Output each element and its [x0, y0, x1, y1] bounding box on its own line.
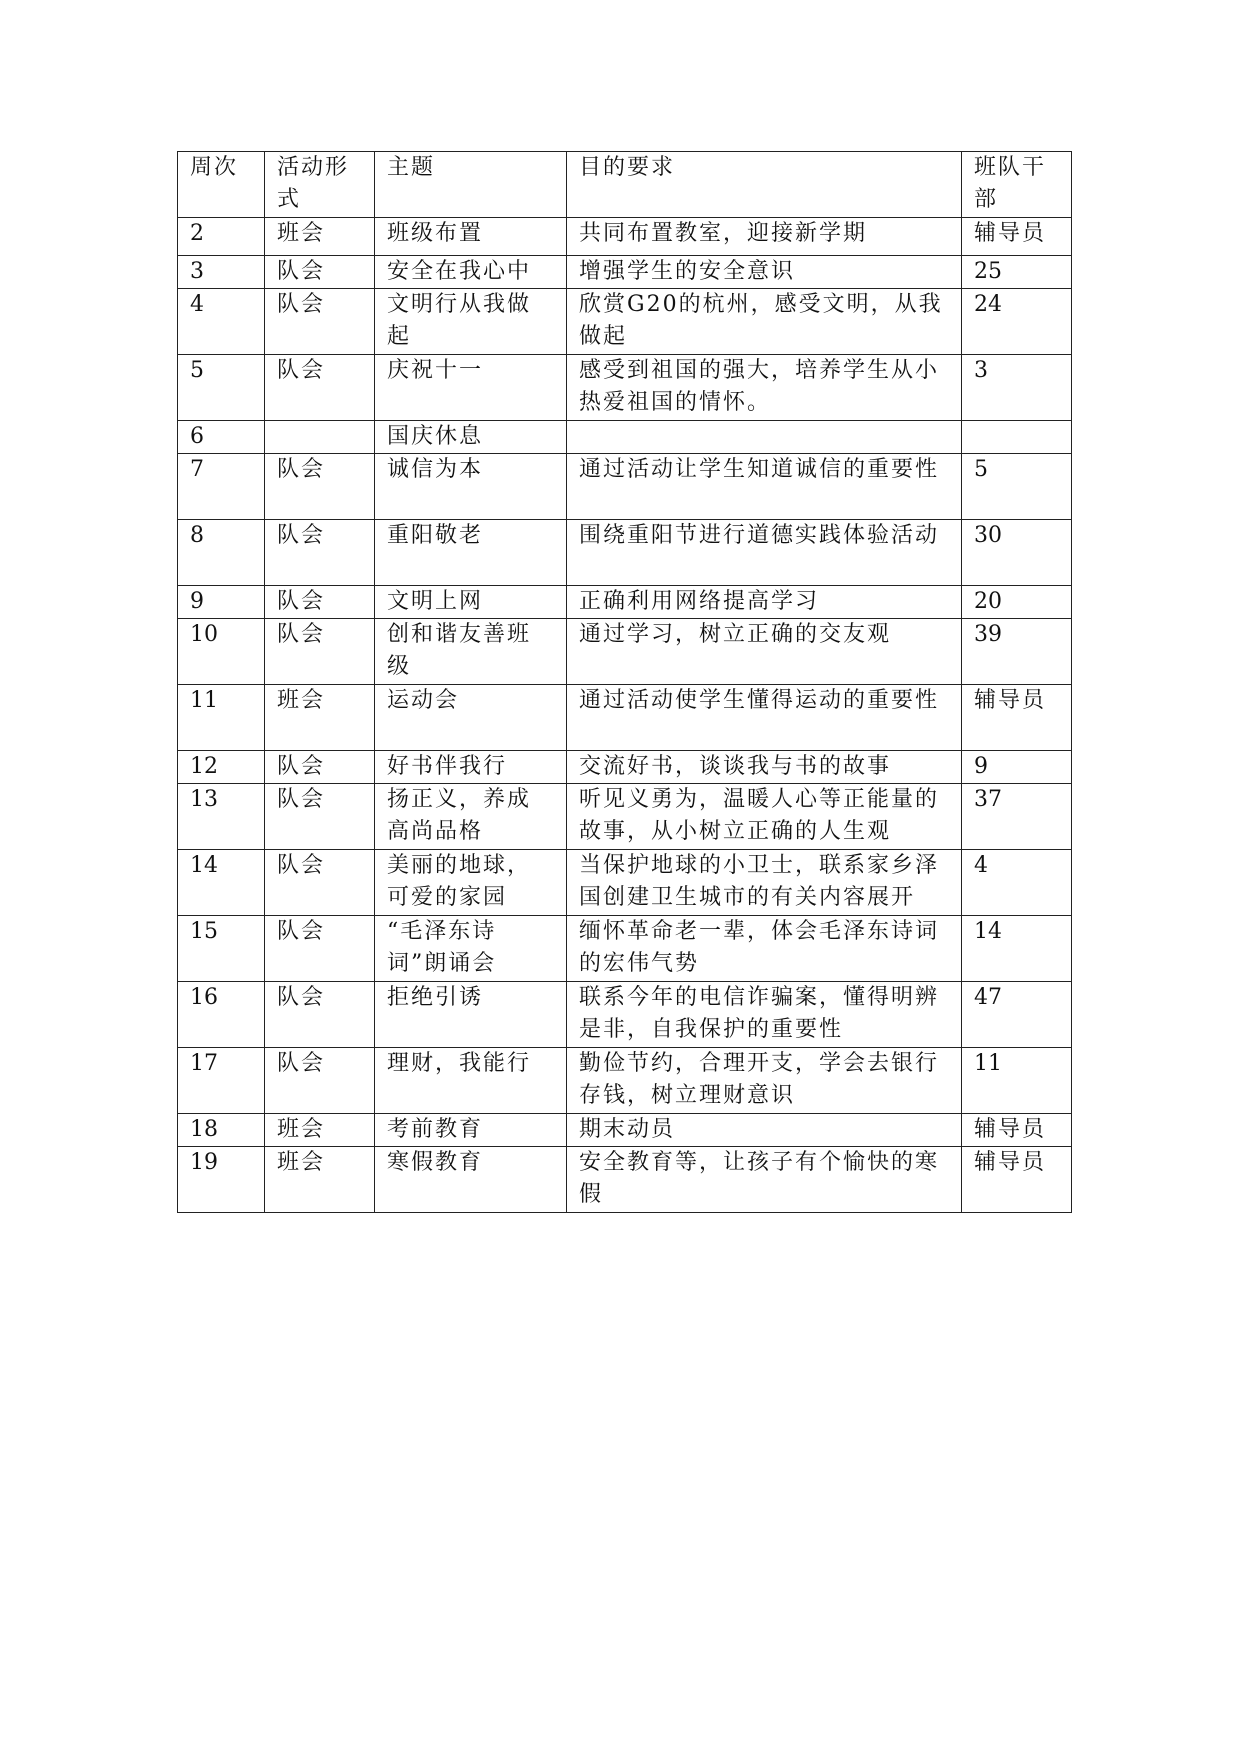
cell-theme: 安全在我心中 — [375, 256, 567, 289]
cell-theme: 运动会 — [375, 685, 567, 751]
cell-leader: 25 — [962, 256, 1072, 289]
cell-goal: 安全教育等，让孩子有个愉快的寒假 — [567, 1147, 962, 1213]
cell-week: 2 — [178, 218, 265, 256]
cell-leader: 11 — [962, 1048, 1072, 1114]
cell-theme: 重阳敬老 — [375, 520, 567, 586]
cell-week: 10 — [178, 619, 265, 685]
cell-form: 班会 — [265, 218, 375, 256]
table-row — [178, 355, 1072, 421]
cell-form: 队会 — [265, 916, 375, 982]
table-header-row — [178, 152, 1072, 218]
cell-week: 7 — [178, 454, 265, 520]
cell-goal: 缅怀革命老一辈，体会毛泽东诗词的宏伟气势 — [567, 916, 962, 982]
cell-week: 9 — [178, 586, 265, 619]
cell-form: 队会 — [265, 520, 375, 586]
header-goal: 目的要求 — [567, 152, 962, 218]
activity-plan-table — [177, 151, 1072, 1213]
table-row — [178, 1048, 1072, 1114]
cell-goal: 共同布置教室，迎接新学期 — [567, 218, 962, 256]
header-leader: 班队干部 — [962, 152, 1072, 218]
cell-leader: 14 — [962, 916, 1072, 982]
cell-goal: 通过活动使学生懂得运动的重要性 — [567, 685, 962, 751]
cell-leader: 4 — [962, 850, 1072, 916]
cell-form: 班会 — [265, 685, 375, 751]
cell-leader: 39 — [962, 619, 1072, 685]
header-form: 活动形式 — [265, 152, 375, 218]
cell-form: 队会 — [265, 1048, 375, 1114]
table-row — [178, 751, 1072, 784]
cell-goal: 正确利用网络提高学习 — [567, 586, 962, 619]
table-row — [178, 982, 1072, 1048]
cell-theme: 诚信为本 — [375, 454, 567, 520]
cell-week: 14 — [178, 850, 265, 916]
table-row — [178, 1114, 1072, 1147]
cell-form: 队会 — [265, 784, 375, 850]
cell-goal: 期末动员 — [567, 1114, 962, 1147]
cell-week: 15 — [178, 916, 265, 982]
cell-goal: 欣赏G20的杭州，感受文明，从我做起 — [567, 289, 962, 355]
cell-week: 3 — [178, 256, 265, 289]
table-row — [178, 256, 1072, 289]
cell-leader: 47 — [962, 982, 1072, 1048]
cell-leader: 辅导员 — [962, 685, 1072, 751]
cell-form: 班会 — [265, 1114, 375, 1147]
table-row — [178, 520, 1072, 586]
cell-week: 5 — [178, 355, 265, 421]
cell-theme: 拒绝引诱 — [375, 982, 567, 1048]
header-week: 周次 — [178, 152, 265, 218]
cell-week: 6 — [178, 421, 265, 454]
table-row — [178, 421, 1072, 454]
cell-goal: 联系今年的电信诈骗案，懂得明辨是非，自我保护的重要性 — [567, 982, 962, 1048]
cell-theme: 庆祝十一 — [375, 355, 567, 421]
cell-form: 队会 — [265, 751, 375, 784]
table-row — [178, 218, 1072, 256]
table-row — [178, 289, 1072, 355]
cell-week: 19 — [178, 1147, 265, 1213]
cell-goal: 当保护地球的小卫士，联系家乡泽国创建卫生城市的有关内容展开 — [567, 850, 962, 916]
cell-goal: 通过活动让学生知道诚信的重要性 — [567, 454, 962, 520]
cell-week: 12 — [178, 751, 265, 784]
cell-week: 16 — [178, 982, 265, 1048]
cell-goal: 感受到祖国的强大，培养学生从小热爱祖国的情怀。 — [567, 355, 962, 421]
cell-week: 4 — [178, 289, 265, 355]
cell-theme: “毛泽东诗词”朗诵会 — [375, 916, 567, 982]
table-row — [178, 586, 1072, 619]
cell-goal: 通过学习，树立正确的交友观 — [567, 619, 962, 685]
cell-week: 8 — [178, 520, 265, 586]
cell-theme: 寒假教育 — [375, 1147, 567, 1213]
cell-theme: 好书伴我行 — [375, 751, 567, 784]
cell-leader: 5 — [962, 454, 1072, 520]
cell-leader: 24 — [962, 289, 1072, 355]
cell-form: 队会 — [265, 850, 375, 916]
cell-theme: 理财，我能行 — [375, 1048, 567, 1114]
cell-form: 班会 — [265, 1147, 375, 1213]
cell-leader: 辅导员 — [962, 218, 1072, 256]
cell-form — [265, 421, 375, 454]
table-row — [178, 850, 1072, 916]
table-row — [178, 916, 1072, 982]
cell-week: 11 — [178, 685, 265, 751]
cell-week: 13 — [178, 784, 265, 850]
cell-theme: 考前教育 — [375, 1114, 567, 1147]
cell-theme: 创和谐友善班级 — [375, 619, 567, 685]
cell-theme: 文明行从我做起 — [375, 289, 567, 355]
cell-theme: 文明上网 — [375, 586, 567, 619]
cell-leader: 9 — [962, 751, 1072, 784]
header-theme: 主题 — [375, 152, 567, 218]
cell-theme: 国庆休息 — [375, 421, 567, 454]
table-row — [178, 685, 1072, 751]
table-row — [178, 454, 1072, 520]
cell-leader — [962, 421, 1072, 454]
cell-goal: 增强学生的安全意识 — [567, 256, 962, 289]
cell-goal — [567, 421, 962, 454]
cell-form: 队会 — [265, 355, 375, 421]
cell-week: 17 — [178, 1048, 265, 1114]
cell-goal: 勤俭节约，合理开支，学会去银行存钱，树立理财意识 — [567, 1048, 962, 1114]
cell-leader: 3 — [962, 355, 1072, 421]
table-row — [178, 1147, 1072, 1213]
table-row — [178, 619, 1072, 685]
cell-theme: 扬正义，养成高尚品格 — [375, 784, 567, 850]
cell-form: 队会 — [265, 982, 375, 1048]
cell-theme: 班级布置 — [375, 218, 567, 256]
cell-form: 队会 — [265, 619, 375, 685]
table-body — [178, 152, 1072, 1213]
cell-theme: 美丽的地球，可爱的家园 — [375, 850, 567, 916]
cell-goal: 围绕重阳节进行道德实践体验活动 — [567, 520, 962, 586]
cell-leader: 辅导员 — [962, 1114, 1072, 1147]
cell-leader: 37 — [962, 784, 1072, 850]
cell-form: 队会 — [265, 289, 375, 355]
cell-week: 18 — [178, 1114, 265, 1147]
cell-form: 队会 — [265, 454, 375, 520]
cell-form: 队会 — [265, 586, 375, 619]
cell-leader: 辅导员 — [962, 1147, 1072, 1213]
table-row — [178, 784, 1072, 850]
cell-leader: 20 — [962, 586, 1072, 619]
cell-form: 队会 — [265, 256, 375, 289]
cell-leader: 30 — [962, 520, 1072, 586]
cell-goal: 交流好书，谈谈我与书的故事 — [567, 751, 962, 784]
cell-goal: 听见义勇为，温暖人心等正能量的故事，从小树立正确的人生观 — [567, 784, 962, 850]
